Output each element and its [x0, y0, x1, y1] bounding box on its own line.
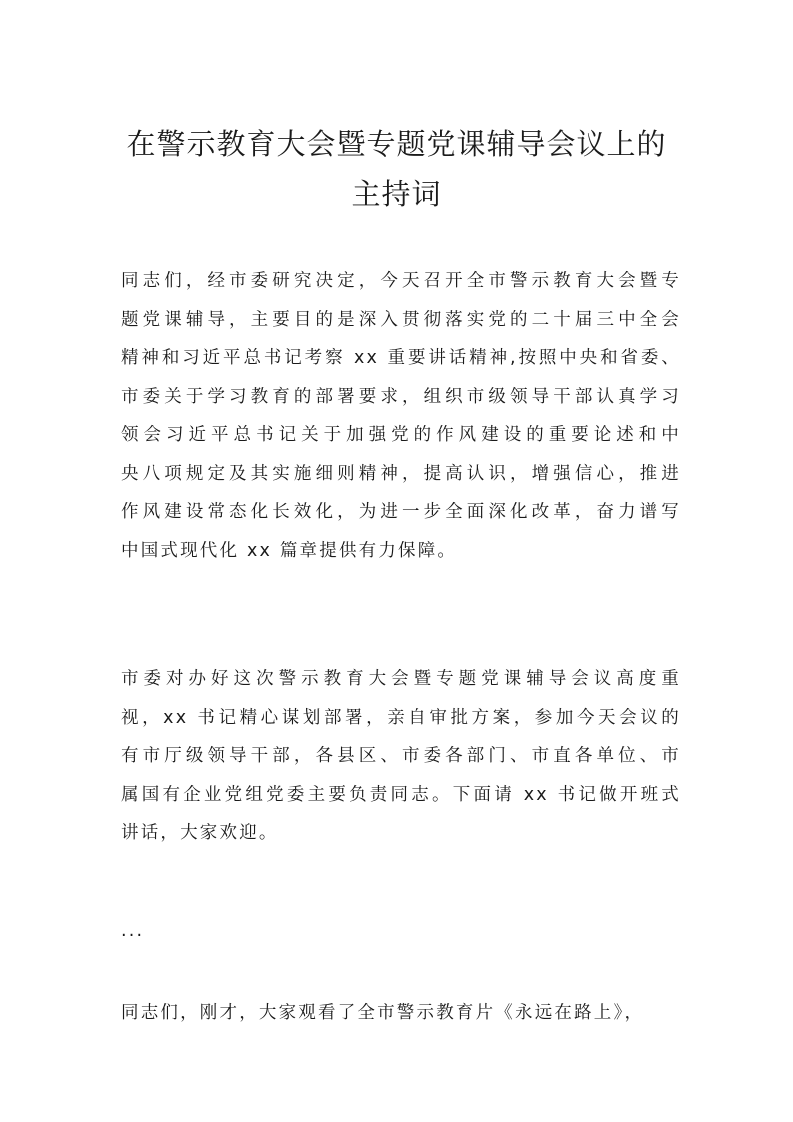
text-line: 领会习近平总书记关于加强党的作风建设的重要论述和中 — [121, 425, 681, 445]
text-line: 题党课辅导，主要目的是深入贯彻落实党的二十届三中全会 — [121, 309, 681, 330]
paragraph-4 — [121, 994, 681, 1033]
ellipsis-paragraph — [121, 912, 681, 951]
text-line: 同志们，经市委研究决定，今天召开全市警示教育大会暨专 — [121, 271, 681, 291]
text-line: 中国式现代化 xx 篇章提供有力保障。 — [121, 540, 458, 561]
text-line: 视，xx 书记精心谋划部署，亲自审批方案，参加今天会议的 — [121, 707, 681, 728]
text-line: 讲话，大家欢迎。 — [121, 823, 279, 843]
text-line: 精神和习近平总书记考察 xx 重要讲话精神,按照中央和省委、 — [121, 348, 681, 368]
text-line: 市委关于学习教育的部署要求，组织市级领导干部认真学习 — [121, 386, 681, 407]
document-title-line-2: 主持词 — [351, 177, 442, 211]
text-line: 属国有企业党组党委主要负责同志。下面请 xx 书记做开班式 — [121, 784, 681, 805]
document-title-line-1: 在警示教育大会暨专题党课辅导会议上的 — [126, 127, 667, 161]
text-line: 有市厅级领导干部，各县区、市委各部门、市直各单位、市 — [121, 746, 681, 766]
text-line: 作风建设常态化长效化，为进一步全面深化改革，奋力谱写 — [121, 502, 681, 522]
text-line: 市委对办好这次警示教育大会暨专题党课辅导会议高度重 — [121, 669, 681, 689]
text-line: 央八项规定及其实施细则精神，提高认识，增强信心，推进 — [121, 463, 681, 484]
paragraph-2 — [121, 660, 681, 853]
text-line: 同志们，刚才，大家观看了全市警示教育片《永远在路上》， — [121, 1003, 645, 1023]
ellipsis-text: ... — [121, 921, 145, 941]
paragraph-1 — [121, 262, 681, 570]
